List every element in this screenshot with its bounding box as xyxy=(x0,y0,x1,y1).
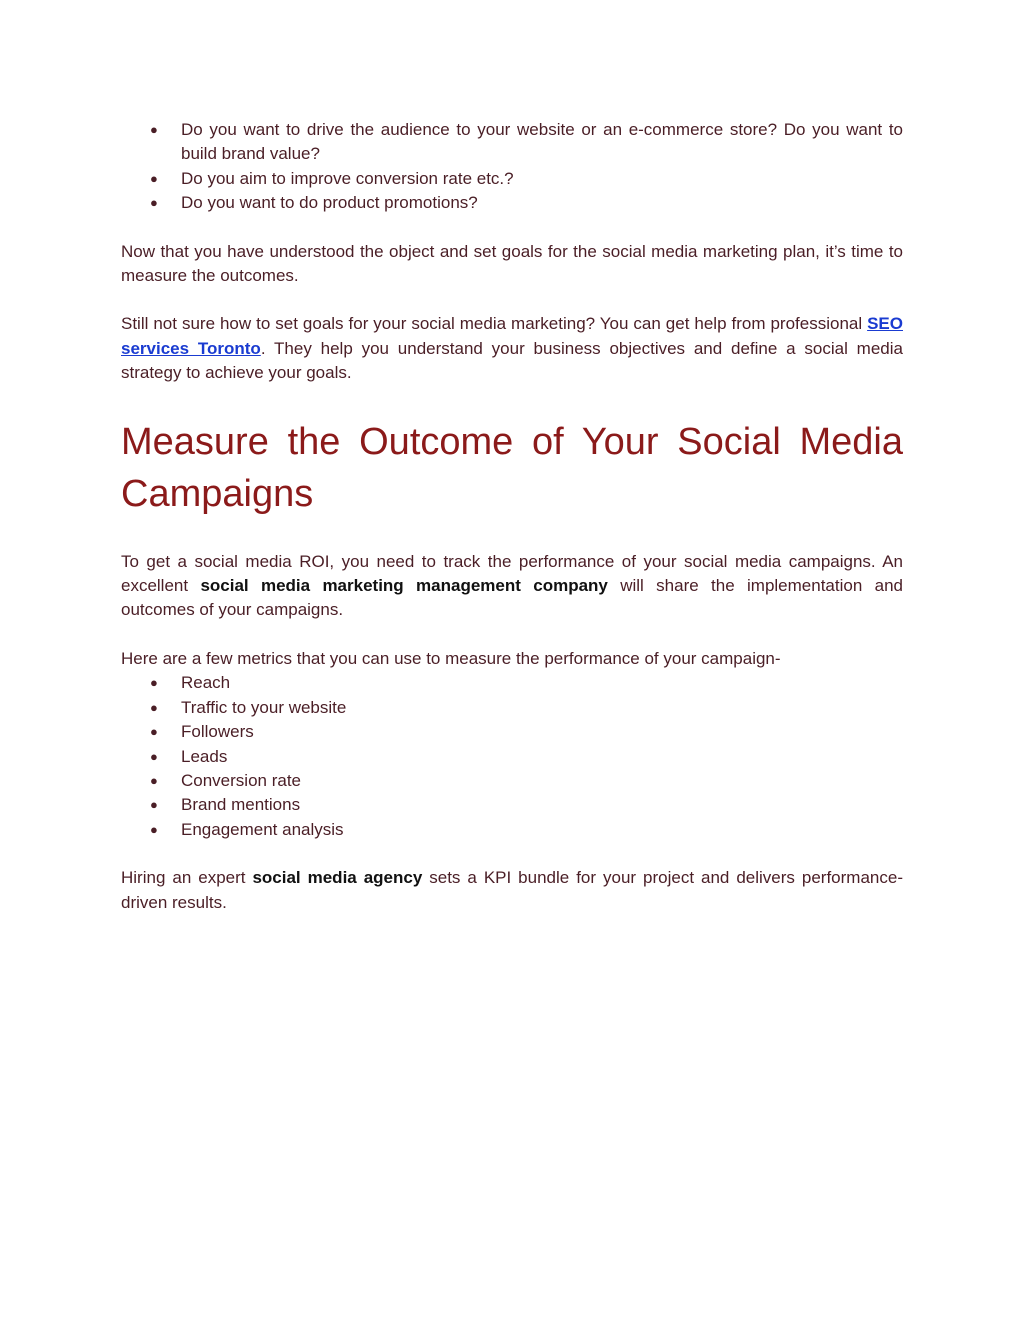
list-item: ● Conversion rate xyxy=(121,769,903,793)
bullet-icon: ● xyxy=(150,772,158,788)
list-item: ● Reach xyxy=(121,671,903,695)
bullet-icon: ● xyxy=(150,122,158,137)
bullet-icon: ● xyxy=(150,675,158,691)
bullet-icon: ● xyxy=(150,748,158,764)
paragraph-roi: To get a social media ROI, you need to track the performance of your social media campaigns. An excellent social media marketing management company will share the implementation and outcomes of your campaigns. xyxy=(121,551,903,620)
bullet-icon: ● xyxy=(150,195,158,211)
bold-phrase: social media marketing management company xyxy=(200,576,608,596)
section-heading: Measure the Outcome of Your Social Media Campaigns xyxy=(121,420,903,515)
bullet-icon: ● xyxy=(150,797,158,813)
bullet-icon: ● xyxy=(150,821,158,837)
spacer xyxy=(121,216,903,240)
bullet-icon: ● xyxy=(150,724,158,740)
metrics-intro: Here are a few metrics that you can use to measure the performance of your campaign- xyxy=(121,648,781,668)
document-content xyxy=(121,118,903,915)
spacer xyxy=(121,386,903,416)
spacer xyxy=(121,288,903,312)
spacer xyxy=(121,842,903,866)
goals-list xyxy=(121,118,903,216)
list-item: ● Do you want to drive the audience to your website or an e-commerce store? Do you want to build brand value? xyxy=(150,120,903,164)
metrics-list xyxy=(121,671,903,842)
list-item: ● Brand mentions xyxy=(121,793,903,817)
list-item: ● Followers xyxy=(121,720,903,744)
bold-phrase: social media agency xyxy=(252,868,423,888)
list-item: ● Leads xyxy=(121,745,903,769)
seo-services-link[interactable]: SEO services Toronto xyxy=(121,314,903,358)
spacer xyxy=(121,623,903,647)
paragraph-hiring: Hiring an expert social media agency sets a KPI bundle for your project and delivers performance-driven results. xyxy=(121,868,903,912)
list-item: ● Do you want to do product promotions? xyxy=(121,191,903,215)
bullet-icon: ● xyxy=(150,699,158,715)
paragraph-understood: Now that you have understood the object and set goals for the social media marketing plan, it’s time to measure the outcomes. xyxy=(121,241,903,286)
list-item: ● Engagement analysis xyxy=(121,818,903,842)
paragraph-help: Still not sure how to set goals for your social media marketing? You can get help from professional SEO services Toronto. They help you understand your business objectives and define a social media strategy to achieve your goals. xyxy=(121,314,903,383)
list-item: ● Do you aim to improve conversion rate etc.? xyxy=(121,167,903,191)
list-item: ● Traffic to your website xyxy=(121,696,903,720)
spacer xyxy=(121,520,903,550)
bullet-icon: ● xyxy=(150,170,158,186)
